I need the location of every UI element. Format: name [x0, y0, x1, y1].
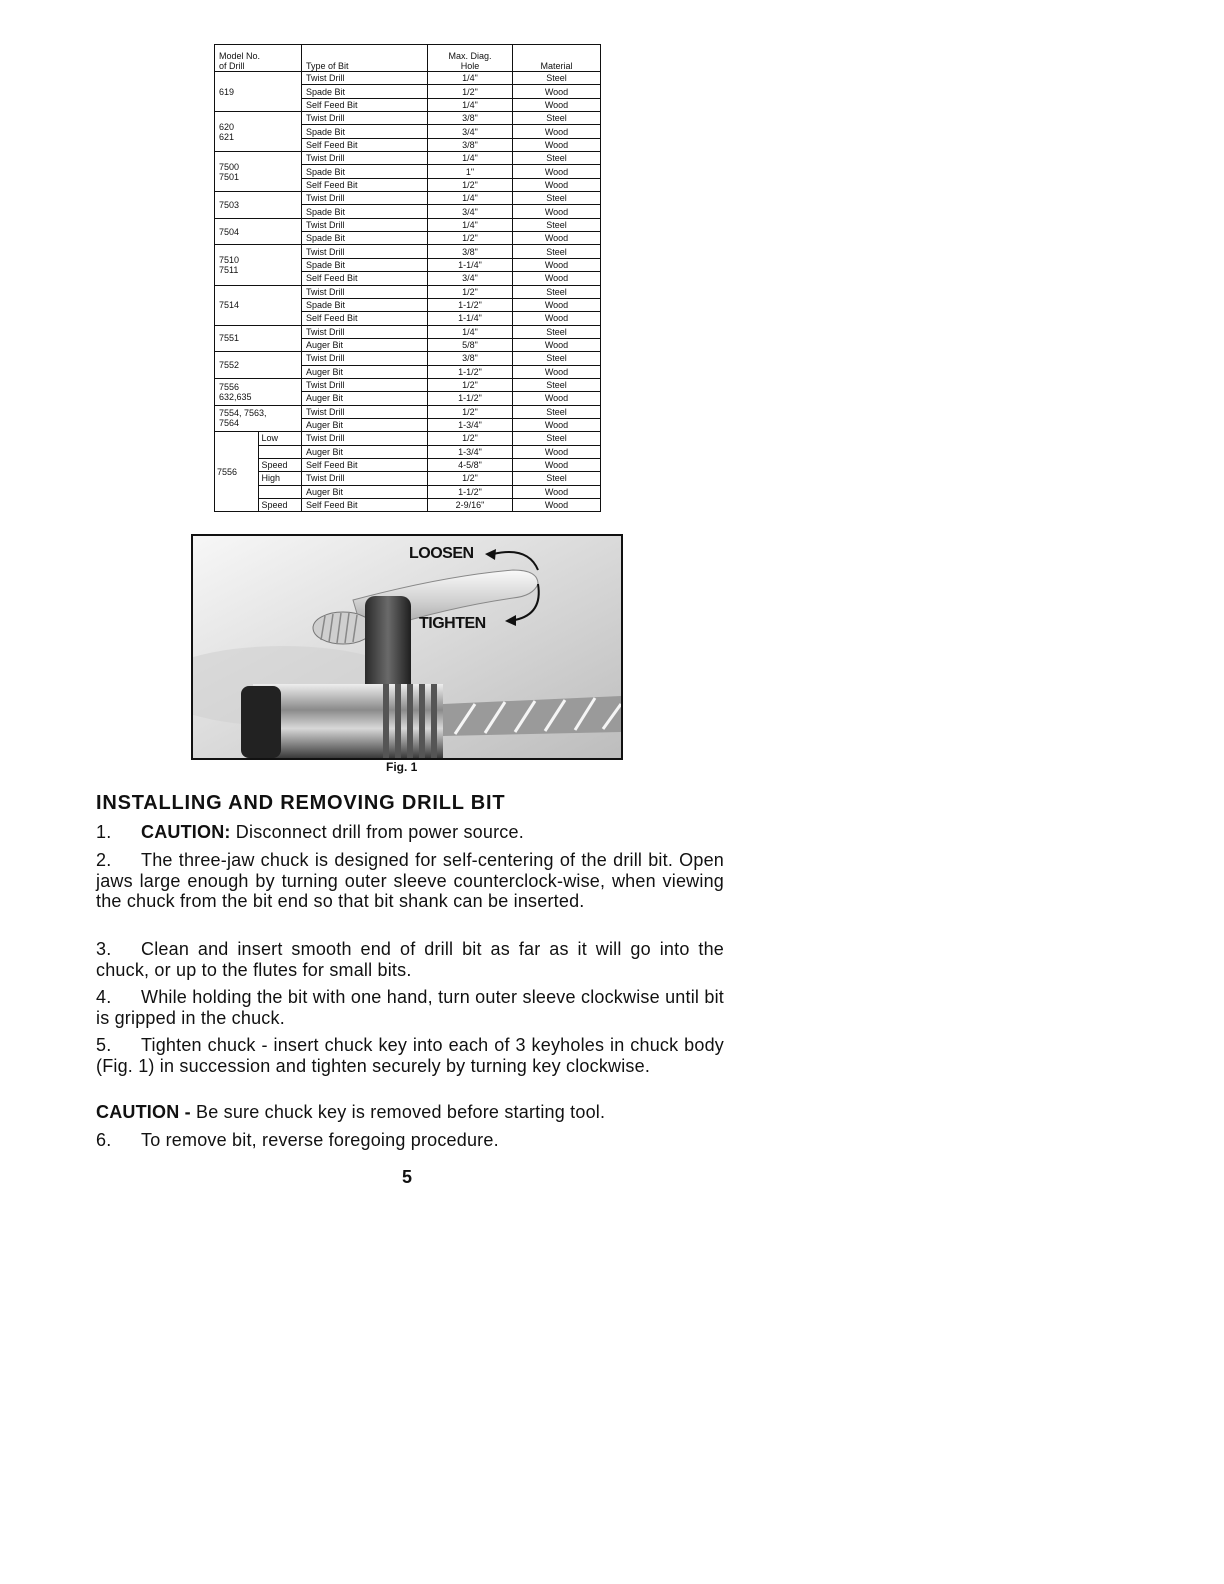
bit-type-cell: Self Feed Bit	[302, 138, 428, 151]
table-row	[215, 378, 601, 391]
hole-size-cell: 1-1/4"	[428, 312, 513, 325]
header-material: Material	[513, 45, 601, 72]
model-cell	[215, 325, 302, 352]
bit-type-cell: Spade Bit	[302, 85, 428, 98]
header-type: Type of Bit	[302, 45, 428, 72]
hole-size-cell: 1/2"	[428, 85, 513, 98]
table-row	[215, 218, 601, 231]
hole-size-cell: 1-1/2"	[428, 485, 513, 498]
material-cell: Wood	[513, 365, 601, 378]
material-cell: Wood	[513, 98, 601, 111]
instruction-2	[96, 850, 724, 912]
material-cell: Wood	[513, 205, 601, 218]
hole-size-cell: 1/2"	[428, 472, 513, 485]
model-number: 7554, 7563,	[219, 408, 267, 419]
material-cell: Wood	[513, 125, 601, 138]
table-row	[215, 72, 601, 85]
model-cell	[215, 192, 302, 219]
model-number-2: 621	[219, 131, 235, 142]
key-threaded-stub	[313, 612, 373, 644]
instruction-4	[96, 987, 724, 1028]
model-cell	[215, 112, 302, 152]
model-cell	[215, 405, 302, 432]
hole-size-cell: 3/8"	[428, 138, 513, 151]
material-cell: Wood	[513, 458, 601, 471]
material-cell: Wood	[513, 485, 601, 498]
material-cell: Wood	[513, 338, 601, 351]
model-number-2: 7501	[219, 171, 240, 182]
model-cell	[215, 218, 302, 245]
hole-size-cell: 3/8"	[428, 352, 513, 365]
material-cell: Wood	[513, 232, 601, 245]
header-model-line2: of Drill	[219, 61, 245, 71]
hole-size-cell: 1-1/4"	[428, 258, 513, 271]
hole-size-cell: 1/2"	[428, 178, 513, 191]
material-cell: Steel	[513, 192, 601, 205]
bit-type-cell: Twist Drill	[302, 432, 428, 445]
material-cell: Wood	[513, 392, 601, 405]
low-label: Low	[258, 432, 302, 445]
bit-type-cell: Twist Drill	[302, 325, 428, 338]
material-cell: Wood	[513, 165, 601, 178]
table-row	[215, 405, 601, 418]
bit-type-cell: Spade Bit	[302, 205, 428, 218]
instruction-number: 2.	[96, 850, 112, 870]
bit-type-cell: Twist Drill	[302, 112, 428, 125]
hole-size-cell: 1/2"	[428, 378, 513, 391]
hole-size-cell: 3/4"	[428, 272, 513, 285]
bit-type-cell: Auger Bit	[302, 338, 428, 351]
loosen-label: LOOSEN	[409, 545, 474, 562]
hole-size-cell: 1-3/4"	[428, 418, 513, 431]
bit-type-cell: Self Feed Bit	[302, 178, 428, 191]
material-cell: Steel	[513, 325, 601, 338]
bit-type-cell: Twist Drill	[302, 152, 428, 165]
material-cell: Wood	[513, 499, 601, 512]
hole-size-cell: 3/8"	[428, 245, 513, 258]
model-number: 7551	[219, 333, 240, 344]
table-body	[215, 72, 601, 512]
material-cell: Steel	[513, 285, 601, 298]
table-row	[215, 472, 601, 485]
bit-type-cell: Twist Drill	[302, 285, 428, 298]
high-label: High	[258, 472, 302, 485]
table-row	[215, 445, 601, 458]
model-cell	[215, 152, 302, 192]
bit-type-cell: Self Feed Bit	[302, 312, 428, 325]
high-speed-label: Speed	[258, 499, 302, 512]
hole-size-cell: 1/2"	[428, 432, 513, 445]
table-row	[215, 458, 601, 471]
bit-type-cell: Auger Bit	[302, 445, 428, 458]
material-cell: Wood	[513, 298, 601, 311]
model-number: 7500	[219, 161, 240, 172]
material-cell: Steel	[513, 352, 601, 365]
model-number: 620	[219, 121, 235, 132]
bit-type-cell: Auger Bit	[302, 485, 428, 498]
hole-size-cell: 5/8"	[428, 338, 513, 351]
hole-size-cell: 1/2"	[428, 405, 513, 418]
model-cell	[215, 72, 302, 112]
material-cell: Steel	[513, 218, 601, 231]
model-number: 7556	[215, 432, 259, 512]
material-cell: Wood	[513, 418, 601, 431]
bit-type-cell: Spade Bit	[302, 125, 428, 138]
instruction-6	[96, 1130, 724, 1151]
model-cell	[215, 245, 302, 285]
speed-blank	[258, 485, 302, 498]
material-cell: Steel	[513, 152, 601, 165]
material-cell: Steel	[513, 72, 601, 85]
bit-type-cell: Twist Drill	[302, 378, 428, 391]
hole-size-cell: 3/4"	[428, 205, 513, 218]
model-number-2: 7511	[219, 264, 239, 275]
bit-type-cell: Twist Drill	[302, 352, 428, 365]
material-cell: Steel	[513, 245, 601, 258]
hole-size-cell: 1-1/2"	[428, 365, 513, 378]
bit-type-cell: Twist Drill	[302, 245, 428, 258]
bit-type-cell: Twist Drill	[302, 72, 428, 85]
bit-type-cell: Spade Bit	[302, 298, 428, 311]
model-number-2: 632,635	[219, 391, 252, 402]
material-cell: Steel	[513, 472, 601, 485]
table-row	[215, 325, 601, 338]
material-cell: Wood	[513, 85, 601, 98]
hole-size-cell: 1"	[428, 165, 513, 178]
bit-type-cell: Spade Bit	[302, 165, 428, 178]
model-cell	[215, 378, 302, 405]
instruction-text: Tighten chuck - insert chuck key into each of 3 keyholes in chuck body (Fig. 1) in succession and tighten securely by turning key clockwise.	[96, 1035, 724, 1076]
material-cell: Wood	[513, 312, 601, 325]
instruction-number: 4.	[96, 987, 112, 1007]
tighten-label: TIGHTEN	[419, 615, 486, 632]
header-model-line1: Model No.	[219, 51, 261, 61]
caution-label: CAUTION:	[141, 822, 231, 842]
bit-type-cell: Auger Bit	[302, 365, 428, 378]
hole-size-cell: 1-3/4"	[428, 445, 513, 458]
table-row	[215, 285, 601, 298]
chuck-collar	[241, 686, 281, 758]
hole-size-cell: 2-9/16"	[428, 499, 513, 512]
instruction-3	[96, 939, 724, 980]
material-cell: Wood	[513, 258, 601, 271]
bit-type-cell: Auger Bit	[302, 392, 428, 405]
hole-size-cell: 1/4"	[428, 218, 513, 231]
bit-type-cell: Twist Drill	[302, 218, 428, 231]
bit-type-cell: Auger Bit	[302, 418, 428, 431]
hole-size-cell: 4-5/8"	[428, 458, 513, 471]
model-number: 7556	[219, 381, 240, 392]
caution-text: Be sure chuck key is removed before starting tool.	[190, 1102, 606, 1122]
table-row	[215, 485, 601, 498]
figure-caption: Fig. 1	[386, 760, 418, 774]
material-cell: Steel	[513, 432, 601, 445]
instruction-number: 1.	[96, 822, 112, 842]
table-row	[215, 499, 601, 512]
bit-type-cell: Spade Bit	[302, 232, 428, 245]
table-row	[215, 152, 601, 165]
hole-size-cell: 3/8"	[428, 112, 513, 125]
page-number: 5	[402, 1167, 413, 1187]
hole-size-cell: 1/4"	[428, 325, 513, 338]
model-number: 7514	[219, 300, 240, 311]
header-model	[215, 45, 302, 72]
bit-type-cell: Self Feed Bit	[302, 272, 428, 285]
low-speed-label: Speed	[258, 458, 302, 471]
model-cell	[215, 285, 302, 325]
speed-blank	[258, 445, 302, 458]
chuck-body	[253, 684, 443, 758]
header-hole-line1: Max. Diag.	[448, 51, 492, 61]
hole-size-cell: 1/4"	[428, 192, 513, 205]
bit-type-cell: Self Feed Bit	[302, 499, 428, 512]
material-cell: Wood	[513, 445, 601, 458]
table-header-row	[215, 45, 601, 72]
instruction-1	[96, 822, 724, 843]
header-hole	[428, 45, 513, 72]
instruction-number: 6.	[96, 1130, 112, 1150]
hole-size-cell: 1/4"	[428, 72, 513, 85]
section-heading: INSTALLING AND REMOVING DRILL BIT	[96, 792, 506, 814]
chuck-key-illustration	[193, 536, 621, 758]
instruction-text: To remove bit, reverse foregoing procedure.	[141, 1130, 499, 1150]
table-row	[215, 112, 601, 125]
model-number-2: 7564	[219, 418, 240, 429]
chuck-key-figure	[191, 534, 623, 760]
caution-note	[96, 1102, 724, 1123]
material-cell: Wood	[513, 138, 601, 151]
table-row	[215, 352, 601, 365]
model-number: 7510	[219, 254, 240, 265]
model-number: 7504	[219, 226, 240, 237]
material-cell: Steel	[513, 378, 601, 391]
bit-type-cell: Self Feed Bit	[302, 458, 428, 471]
instruction-number: 5.	[96, 1035, 112, 1055]
instruction-text: Disconnect drill from power source.	[230, 822, 524, 842]
table-row	[215, 432, 601, 445]
caution-label: CAUTION -	[96, 1102, 191, 1122]
instruction-5	[96, 1035, 724, 1076]
instruction-number: 3.	[96, 939, 112, 959]
instruction-text: While holding the bit with one hand, turn outer sleeve clockwise until bit is gripped in the chuck.	[96, 987, 724, 1028]
hole-size-cell: 3/4"	[428, 125, 513, 138]
bit-type-cell: Twist Drill	[302, 192, 428, 205]
hole-size-cell: 1/2"	[428, 285, 513, 298]
bit-type-cell: Twist Drill	[302, 472, 428, 485]
table-row	[215, 192, 601, 205]
model-cell	[215, 352, 302, 379]
instruction-text: Clean and insert smooth end of drill bit as far as it will go into the chuck, or up to the flutes for small bits.	[96, 939, 724, 980]
drill-bit-table	[214, 44, 601, 512]
material-cell: Wood	[513, 272, 601, 285]
bit-type-cell: Twist Drill	[302, 405, 428, 418]
hole-size-cell: 1-1/2"	[428, 298, 513, 311]
material-cell: Steel	[513, 112, 601, 125]
bit-type-cell: Self Feed Bit	[302, 98, 428, 111]
hole-size-cell: 1/2"	[428, 232, 513, 245]
material-cell: Steel	[513, 405, 601, 418]
hole-size-cell: 1-1/2"	[428, 392, 513, 405]
hole-size-cell: 1/4"	[428, 152, 513, 165]
bit-type-cell: Spade Bit	[302, 258, 428, 271]
instruction-text: The three-jaw chuck is designed for self-centering of the drill bit. Open jaws large enough by turning outer sleeve counterclock-wise, when viewing the chuck from the bit end so that bit shank can be inserted.	[96, 850, 724, 911]
hole-size-cell: 1/4"	[428, 98, 513, 111]
table-row	[215, 245, 601, 258]
model-number: 7552	[219, 360, 240, 371]
material-cell: Wood	[513, 178, 601, 191]
model-number: 7503	[219, 199, 240, 210]
header-hole-line2: Hole	[460, 61, 480, 71]
model-number: 619	[219, 86, 235, 97]
